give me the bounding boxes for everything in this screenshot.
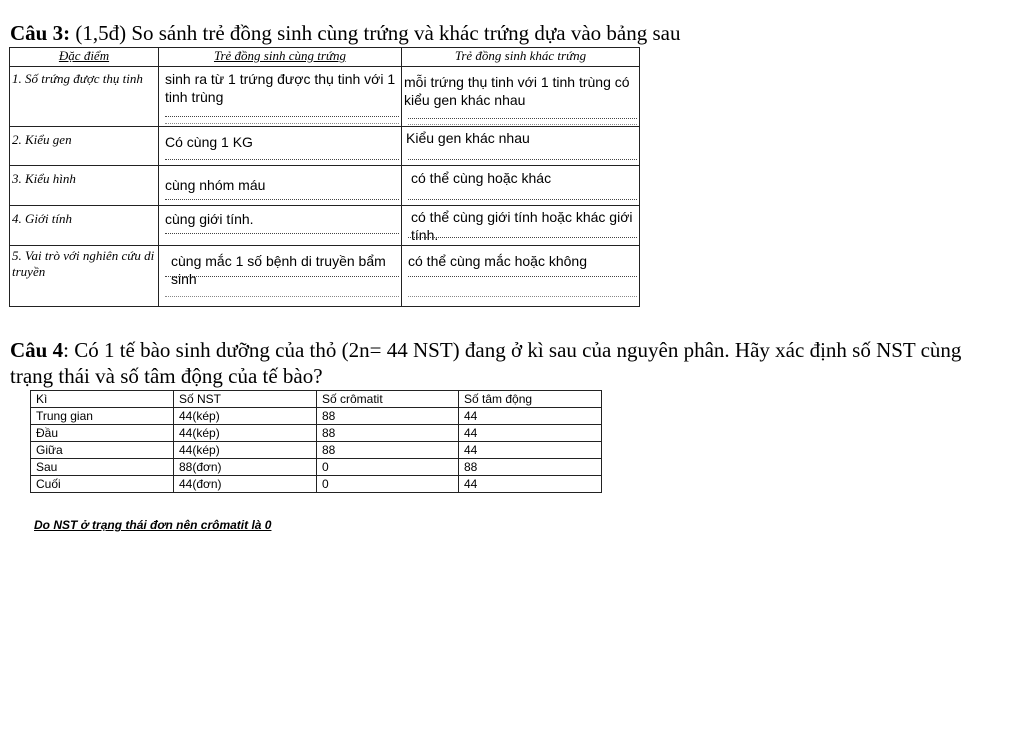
fraternal-cell <box>402 206 640 246</box>
answer-text: Có cùng 1 KG <box>165 134 253 150</box>
table-header-row <box>31 391 602 408</box>
phase-cell: Đầu <box>31 425 174 442</box>
identical-cell <box>159 166 402 206</box>
dotted-line <box>408 199 637 200</box>
nst-cell: 44(đơn) <box>174 476 317 493</box>
table-row <box>10 246 640 307</box>
table-row <box>31 459 602 476</box>
centromere-cell: 44 <box>459 442 602 459</box>
table-row <box>31 476 602 493</box>
dotted-line <box>408 276 637 277</box>
chromatid-cell: 88 <box>317 425 459 442</box>
fraternal-cell <box>402 166 640 206</box>
header-chromatid-count: Số crômatit <box>317 391 459 408</box>
fraternal-cell <box>402 127 640 166</box>
answer-text: cùng mắc 1 số bệnh di truyền bẩm sinh <box>171 253 386 287</box>
dotted-line <box>165 116 399 117</box>
dotted-line <box>408 159 637 160</box>
answer-text: có thể cùng mắc hoặc không <box>408 253 588 269</box>
identical-cell <box>159 206 402 246</box>
header-feature: Đặc điểm <box>10 48 159 67</box>
phase-cell: Sau <box>31 459 174 476</box>
feature-cell: 3. Kiểu hình <box>10 166 159 206</box>
centromere-cell: 44 <box>459 425 602 442</box>
dotted-line <box>408 296 637 297</box>
answer-text: cùng nhóm máu <box>165 177 266 193</box>
dotted-line <box>165 233 399 234</box>
question-4-title <box>10 337 1000 389</box>
dotted-line <box>408 124 637 125</box>
answer-text: sinh ra từ 1 trứng được thụ tinh với 1 tinh trùng <box>165 71 396 105</box>
phase-cell: Trung gian <box>31 408 174 425</box>
question-3-label: Câu 3: <box>10 21 71 45</box>
phase-cell: Cuối <box>31 476 174 493</box>
phase-cell: Giữa <box>31 442 174 459</box>
answer-text: mỗi trứng thụ tinh với 1 tinh trùng có kiểu gen khác nhau <box>404 74 630 108</box>
chromatid-cell: 0 <box>317 476 459 493</box>
table-row <box>31 425 602 442</box>
feature-cell: 2. Kiểu gen <box>10 127 159 166</box>
dotted-line <box>165 199 399 200</box>
answer-text: Kiểu gen khác nhau <box>406 130 530 146</box>
dotted-line <box>408 118 637 119</box>
twins-comparison-table <box>9 47 640 307</box>
fraternal-cell <box>402 67 640 127</box>
nst-cell: 44(kép) <box>174 408 317 425</box>
identical-cell <box>159 67 402 127</box>
header-nst-count: Số NST <box>174 391 317 408</box>
table-row <box>10 206 640 246</box>
header-centromere-count: Số tâm động <box>459 391 602 408</box>
chromatid-note: Do NST ở trạng thái đơn nên crômatit là 0 <box>34 518 272 532</box>
question-3-text: (1,5đ) So sánh trẻ đồng sinh cùng trứng và khác trứng dựa vào bảng sau <box>70 21 681 45</box>
chromatid-cell: 88 <box>317 442 459 459</box>
feature-cell: 4. Giới tính <box>10 206 159 246</box>
dotted-line <box>165 123 399 124</box>
centromere-cell: 44 <box>459 476 602 493</box>
nst-cell: 44(kép) <box>174 442 317 459</box>
chromatid-cell: 88 <box>317 408 459 425</box>
question-4-text: : Có 1 tế bào sinh dưỡng của thỏ (2n= 44 NST) đang ở kì sau của nguyên phân. Hãy xác định số NST cùng trạng thái và số tâm động của tế bào? <box>10 338 962 388</box>
fraternal-cell <box>402 246 640 307</box>
answer-text: cùng giới tính. <box>165 211 254 227</box>
feature-cell: 1. Số trứng được thụ tinh <box>10 67 159 127</box>
feature-cell: 5. Vai trò với nghiên cứu di truyền <box>10 246 159 307</box>
dotted-line <box>165 159 399 160</box>
table-header-row <box>10 48 640 67</box>
centromere-cell: 44 <box>459 408 602 425</box>
identical-cell <box>159 127 402 166</box>
table-row <box>10 67 640 127</box>
mitosis-table <box>30 390 602 493</box>
header-fraternal-twins: Trẻ đồng sinh khác trứng <box>402 48 640 67</box>
dotted-line <box>165 296 399 297</box>
nst-cell: 44(kép) <box>174 425 317 442</box>
answer-text: có thể cùng giới tính hoặc khác giới tính. <box>411 209 633 243</box>
centromere-cell: 88 <box>459 459 602 476</box>
header-phase: Kì <box>31 391 174 408</box>
answer-text: có thể cùng hoặc khác <box>411 170 552 186</box>
identical-cell <box>159 246 402 307</box>
question-4-label: Câu 4 <box>10 338 64 362</box>
table-row <box>31 408 602 425</box>
table-row <box>31 442 602 459</box>
question-3-title <box>10 20 680 46</box>
table-row <box>10 127 640 166</box>
chromatid-cell: 0 <box>317 459 459 476</box>
table-row <box>10 166 640 206</box>
header-identical-twins: Trẻ đồng sinh cùng trứng <box>159 48 402 67</box>
nst-cell: 88(đơn) <box>174 459 317 476</box>
